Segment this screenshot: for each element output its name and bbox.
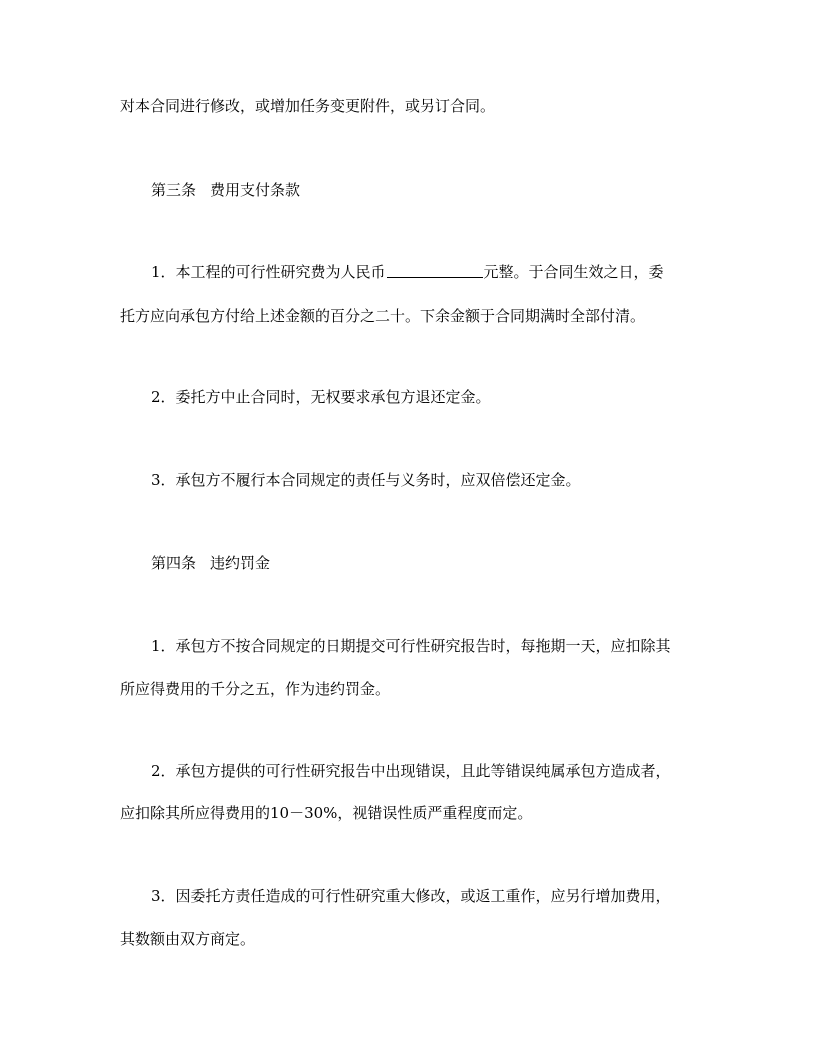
article-3-title: 费用支付条款 <box>210 181 301 199</box>
article-4-item-3-line-2: 其数额由双方商定。 <box>120 930 256 948</box>
article-4-item-1-line-1: 1．承包方不按合同规定的日期提交可行性研究报告时，每拖期一天，应扣除其 <box>151 637 671 655</box>
article-4-item-3-line-1: 3．因委托方责任造成的可行性研究重大修改，或返工重作，应另行增加费用， <box>151 887 671 905</box>
article-3-item-1-part-2: 元整。于合同生效之日，委 <box>483 263 664 281</box>
article-3-item-2: 2．委托方中止合同时，无权要求承包方退还定金。 <box>151 388 491 406</box>
amount-blank <box>387 263 483 278</box>
article-3-item-1-line-1 <box>151 262 731 282</box>
intro-line: 对本合同进行修改，或增加任务变更附件，或另订合同。 <box>120 97 496 115</box>
article-4-heading <box>151 553 731 573</box>
article-3-number: 第三条 <box>151 181 197 199</box>
article-4-item-1-line-2: 所应得费用的千分之五，作为违约罚金。 <box>120 680 391 698</box>
article-4-title: 违约罚金 <box>210 554 271 572</box>
article-3-heading <box>151 180 731 200</box>
article-4-number: 第四条 <box>151 554 197 572</box>
article-3-item-1-part-1: 1．本工程的可行性研究费为人民币 <box>151 263 386 281</box>
article-3-item-3: 3．承包方不履行本合同规定的责任与义务时，应双倍偿还定金。 <box>151 471 581 489</box>
article-4-item-2-line-1: 2．承包方提供的可行性研究报告中出现错误，且此等错误纯属承包方造成者， <box>151 762 671 780</box>
article-3-item-1-line-2: 托方应向承包方付给上述金额的百分之二十。下余金额于合同期满时全部付清。 <box>120 307 646 325</box>
article-4-item-2-line-2: 应扣除其所应得费用的10－30%，视错误性质严重程度而定。 <box>120 804 533 822</box>
